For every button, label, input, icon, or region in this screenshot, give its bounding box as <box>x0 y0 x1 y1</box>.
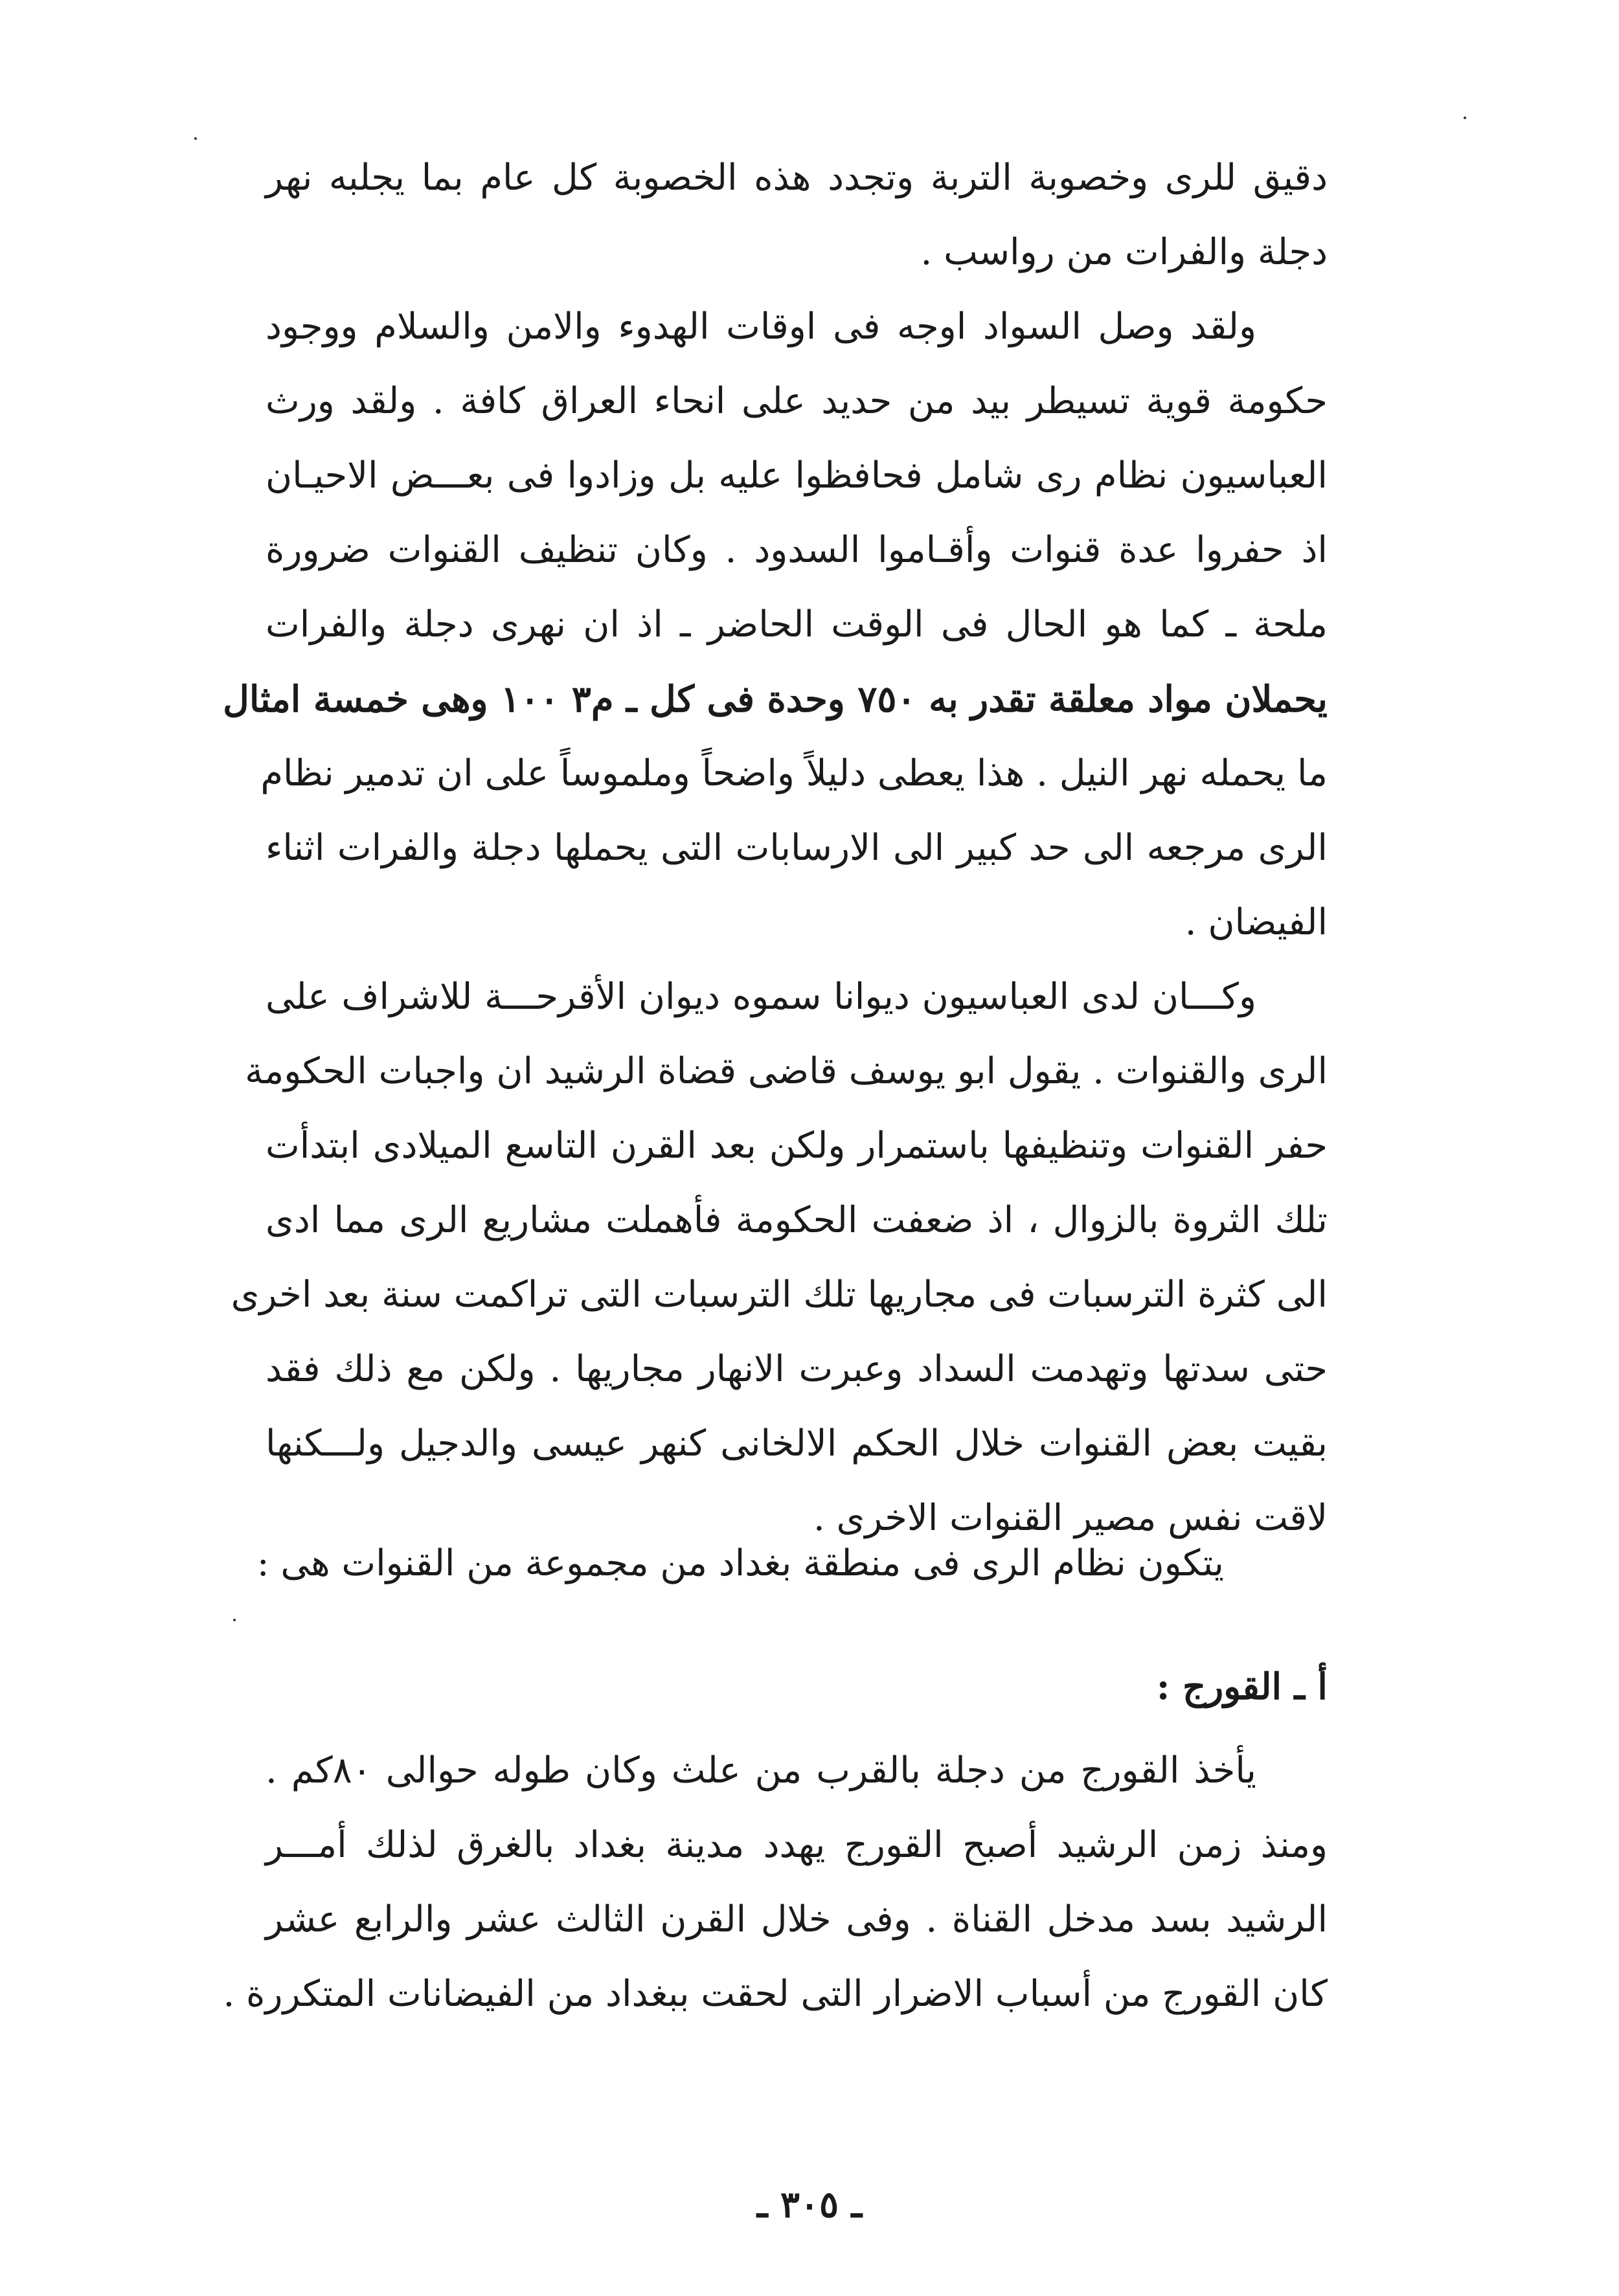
scan-speck <box>233 1619 236 1621</box>
scan-speck <box>1464 117 1466 119</box>
text-line: الرى والقنوات . يقول ابو يوسف قاضى قضاة الرشيد ان واجبات الحكومة <box>245 1050 1328 1092</box>
text-line: بقيت بعض القنوات خلال الحكم الالخانى كنهر عيسى والدجيل ولـــكنها <box>266 1423 1328 1465</box>
text-line: الرشيد بسد مدخل القناة . وفى خلال القرن الثالث عشر والرابع عشر <box>266 1898 1328 1941</box>
text-line: تلك الثروة بالزوال ، اذ ضعفت الحكومة فأهملت مشاريع الرى مما ادى <box>266 1199 1328 1241</box>
text-line: حفر القنوات وتنظيفها باستمرار ولكن بعد القرن التاسع الميلادى ابتدأت <box>266 1125 1328 1167</box>
text-line: وكـــان لدى العباسيون ديوانا سموه ديوان الأقرحـــة للاشراف على <box>266 976 1256 1018</box>
text-line: ولقد وصل السواد اوجه فى اوقات الهدوء والامن والسلام ووجود <box>266 306 1256 348</box>
scan-speck <box>194 137 197 140</box>
text-line: حكومة قوية تسيطر بيد من حديد على انحاء العراق كافة . ولقد ورث <box>266 380 1328 422</box>
text-line: كان القورج من أسباب الاضرار التى لحقت ببغداد من الفيضانات المتكررة . <box>223 1973 1328 2015</box>
section-heading: أ ـ القورج : <box>1156 1665 1328 1708</box>
text-line: اذ حفروا عدة قنوات وأقـاموا السدود . وكان تنظيف القنوات ضرورة <box>266 529 1328 571</box>
text-line: ملحة ـ كما هو الحال فى الوقت الحاضر ـ اذ ان نهرى دجلة والفرات <box>266 603 1328 646</box>
text-line: يحملان مواد معلقة تقدر به ٧٥٠ وحدة فى كل ـ م٣ ١٠٠ وهى خمسة امثال <box>223 678 1328 721</box>
text-line: حتى سدتها وتهدمت السداد وعبرت الانهار مجاريها . ولكن مع ذلك فقد <box>266 1348 1328 1390</box>
text-line: الرى مرجعه الى حد كبير الى الارسابات التى يحملها دجلة والفرات اثناء <box>266 827 1328 869</box>
text-line: ما يحمله نهر النيل . هذا يعطى دليلاً واضحاً وملموساً على ان تدمير نظام <box>260 752 1328 794</box>
text-line: الى كثرة الترسبات فى مجاريها تلك الترسبات التى تراكمت سنة بعد اخرى <box>231 1274 1328 1316</box>
page-number: ـ ٣٠٥ ـ <box>756 2183 863 2226</box>
text-line: دجلة والفرات من رواسب . <box>920 231 1328 273</box>
text-line: العباسيون نظام رى شامل فحافظوا عليه بل وزادوا فى بعـــض الاحيـان <box>266 455 1328 497</box>
text-line: يتكون نظام الرى فى منطقة بغداد من مجموعة من القنوات هى : <box>256 1542 1224 1584</box>
text-line: يأخذ القورج من دجلة بالقرب من علث وكان طوله حوالى ٨٠كم . <box>266 1750 1257 1792</box>
text-line: دقيق للرى وخصوبة التربة وتجدد هذه الخصوبة كل عام بما يجلبه نهر <box>266 157 1328 199</box>
text-line: الفيضان . <box>1184 901 1328 943</box>
text-line: لاقت نفس مصير القنوات الاخرى . <box>813 1497 1328 1539</box>
text-line: ومنذ زمن الرشيد أصبح القورج يهدد مدينة بغداد بالغرق لذلك أمـــر <box>266 1824 1328 1866</box>
